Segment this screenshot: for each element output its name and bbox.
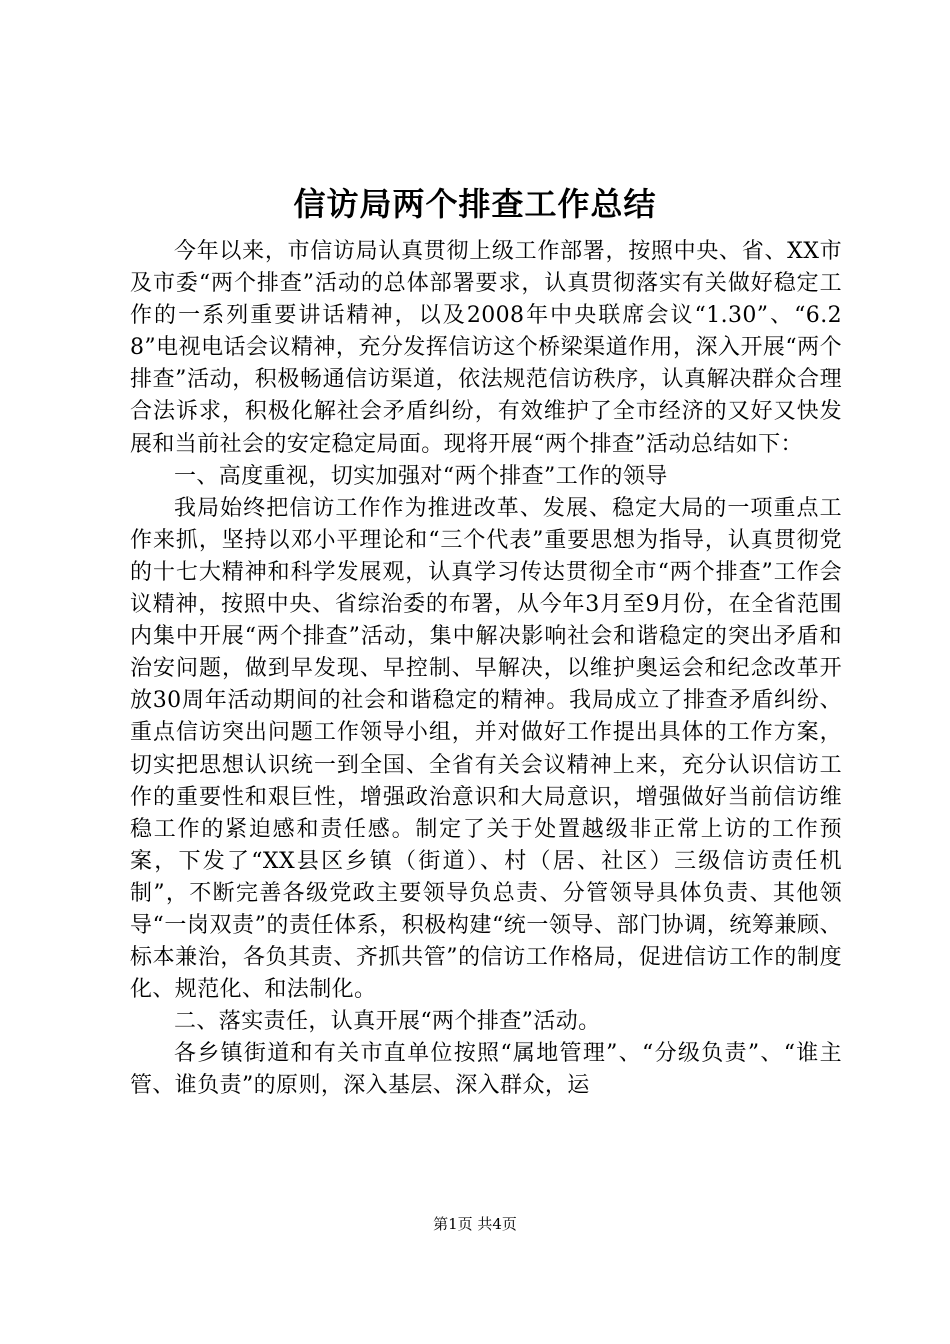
- document-title: 信访局两个排查工作总结: [293, 185, 657, 223]
- section-heading-2: 二、落实责任，认真开展“两个排查”活动。: [174, 1009, 601, 1035]
- section-heading-1: 一、高度重视，切实加强对“两个排查”工作的领导: [174, 463, 668, 489]
- page-footer: 第1页 共4页: [433, 1215, 517, 1233]
- paragraph-intro: 今年以来，市信访局认真贯彻上级工作部署，按照中央、省、XX市及市委“两个排查”活动的总体部署要求，认真贯彻落实有关做好稳定工作的一系列重要讲话精神，以及2008年中央联席会议“1.30”、“6.28”电视电话会议精神，充分发挥信访这个桥梁渠道作用，深入开展“两个排查”活动，积极畅通信访渠道，依法规范信访秩序，认真解决群众合理合法诉求，积极化解社会矛盾纠纷，有效维护了全市经济的又好又快发展和当前社会的安定稳定局面。现将开展“两个排查”活动总结如下：: [130, 239, 842, 457]
- paragraph-section-2: 各乡镇街道和有关市直单位按照“属地管理”、“分级负责”、“谁主管、谁负责”的原则，深入基层、深入群众，运: [130, 1041, 842, 1099]
- document-body: [130, 236, 842, 1103]
- paragraph-section-1: 我局始终把信访工作作为推进改革、发展、稳定大局的一项重点工作来抓，坚持以邓小平理论和“三个代表”重要思想为指导，认真贯彻党的十七大精神和科学发展观，认真学习传达贯彻全市“两个排查”工作会议精神，按照中央、省综治委的布署，从今年3月至9月份，在全省范围内集中开展“两个排查”活动，集中解决影响社会和谐稳定的突出矛盾和治安问题，做到早发现、早控制、早解决，以维护奥运会和纪念改革开放30周年活动期间的社会和谐稳定的精神。我局成立了排查矛盾纠纷、重点信访突出问题工作领导小组，并对做好工作提出具体的工作方案，切实把思想认识统一到全国、全省有关会议精神上来，充分认识信访工作的重要性和艰巨性，增强政治意识和大局意识，增强做好当前信访维稳工作的紧迫感和责任感。制定了关于处置越级非正常上访的工作预案，下发了“XX县区乡镇（街道）、村（居、社区）三级信访责任机制”，不断完善各级党政主要领导负总责、分管领导具体负责、其他领导“一岗双责”的责任体系，积极构建“统一领导、部门协调，统筹兼顾、标本兼治，各负其责、齐抓共管”的信访工作格局，促进信访工作的制度化、规范化、和法制化。: [130, 495, 842, 1003]
